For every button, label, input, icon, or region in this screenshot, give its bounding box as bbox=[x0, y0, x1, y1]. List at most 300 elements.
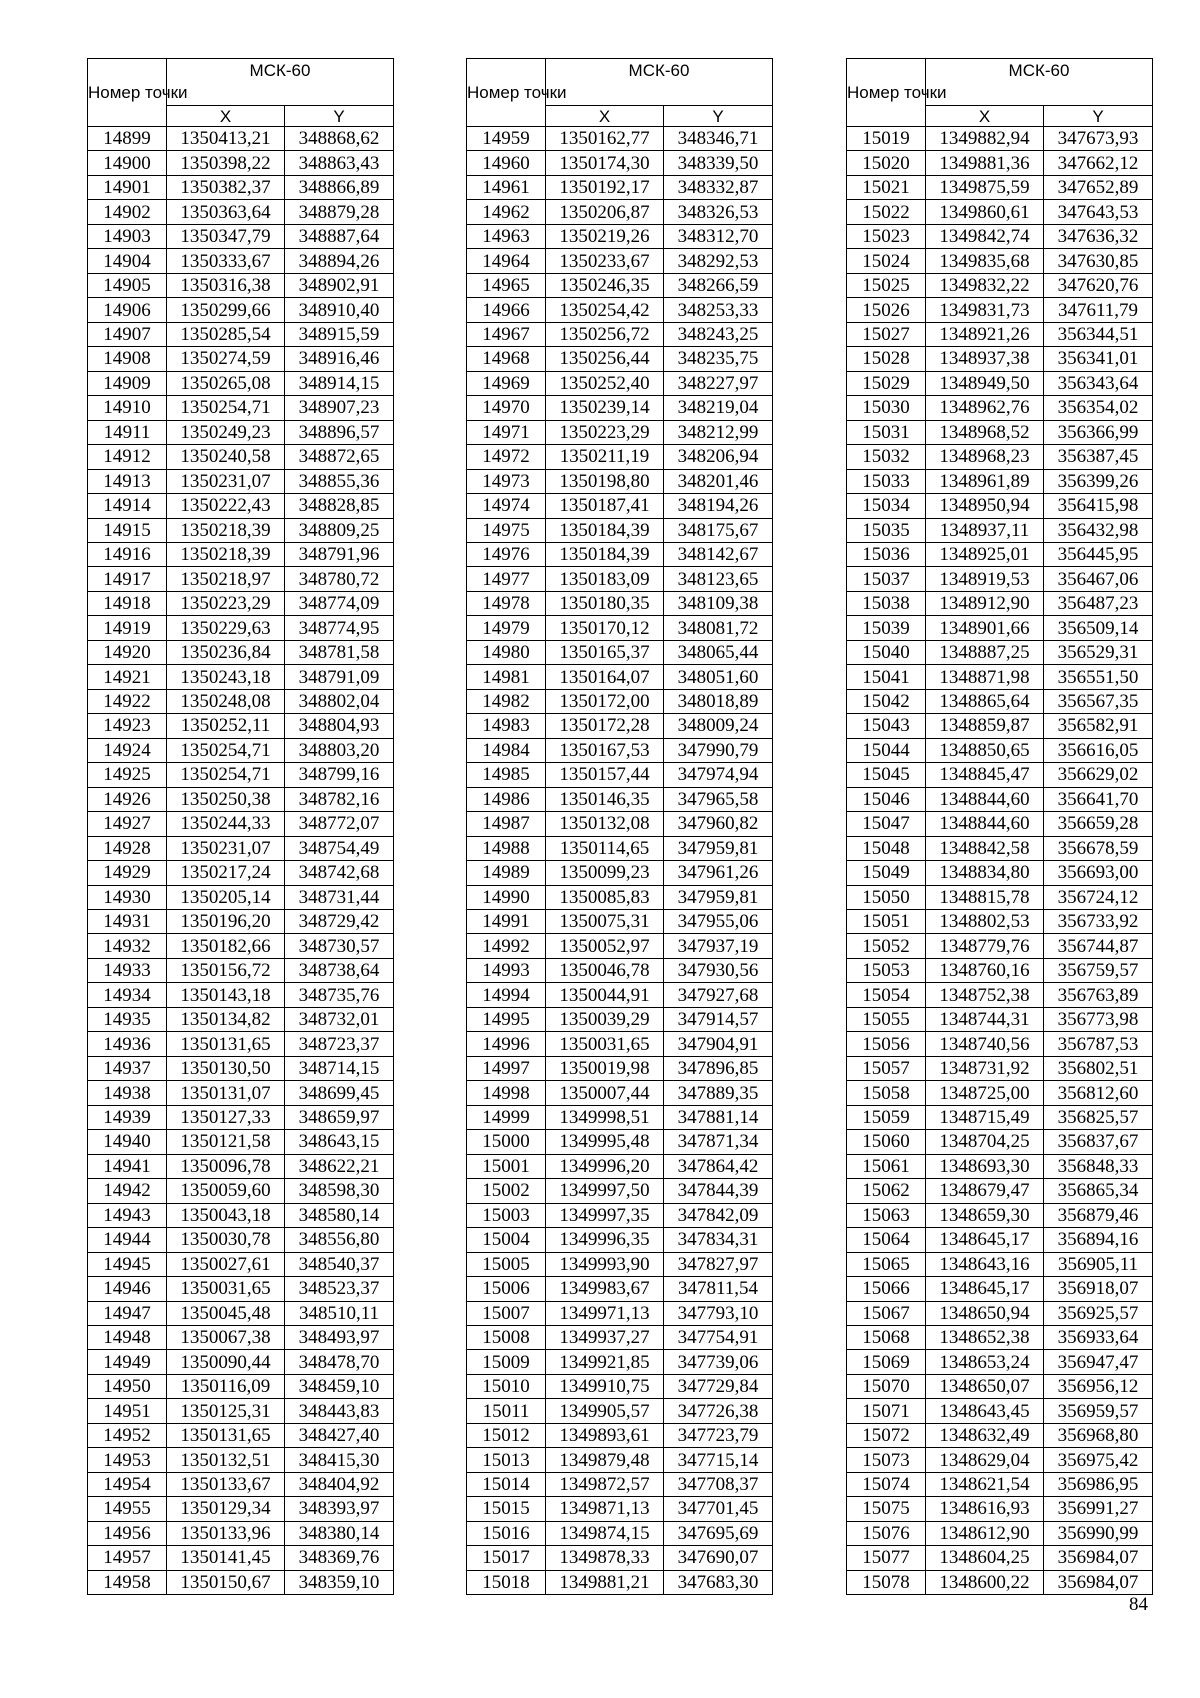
point-number-cell: 14948 bbox=[88, 1325, 167, 1349]
x-cell: 1350333,67 bbox=[167, 249, 285, 273]
table-row bbox=[467, 224, 773, 248]
point-number-cell: 15059 bbox=[847, 1105, 926, 1129]
y-cell: 356933,64 bbox=[1044, 1325, 1153, 1349]
x-cell: 1350229,63 bbox=[167, 616, 285, 640]
y-cell: 348774,95 bbox=[285, 616, 394, 640]
x-cell: 1350143,18 bbox=[167, 983, 285, 1007]
y-cell: 347881,14 bbox=[664, 1105, 773, 1129]
table-row bbox=[88, 1203, 394, 1227]
point-number-cell: 14996 bbox=[467, 1032, 546, 1056]
point-number-cell: 14931 bbox=[88, 910, 167, 934]
x-cell: 1349921,85 bbox=[546, 1350, 664, 1374]
table-row bbox=[88, 665, 394, 689]
point-number-cell: 15012 bbox=[467, 1423, 546, 1447]
point-number-cell: 15042 bbox=[847, 689, 926, 713]
y-cell: 356975,42 bbox=[1044, 1448, 1153, 1472]
table-row bbox=[847, 1203, 1153, 1227]
x-cell: 1350243,18 bbox=[167, 665, 285, 689]
y-cell: 348065,44 bbox=[664, 640, 773, 664]
x-cell: 1350133,96 bbox=[167, 1521, 285, 1545]
x-cell: 1348919,53 bbox=[926, 567, 1044, 591]
point-number-cell: 15023 bbox=[847, 224, 926, 248]
x-cell: 1348643,45 bbox=[926, 1399, 1044, 1423]
point-number-cell: 15076 bbox=[847, 1521, 926, 1545]
y-cell: 347959,81 bbox=[664, 885, 773, 909]
x-cell: 1348912,90 bbox=[926, 591, 1044, 615]
x-cell: 1349879,48 bbox=[546, 1448, 664, 1472]
x-cell: 1348645,17 bbox=[926, 1277, 1044, 1301]
x-cell: 1350075,31 bbox=[546, 910, 664, 934]
point-number-cell: 14905 bbox=[88, 273, 167, 297]
point-number-cell: 15020 bbox=[847, 151, 926, 175]
table-row bbox=[88, 494, 394, 518]
y-cell: 347904,91 bbox=[664, 1032, 773, 1056]
x-cell: 1350249,23 bbox=[167, 420, 285, 444]
table-row bbox=[847, 1277, 1153, 1301]
x-cell: 1349881,36 bbox=[926, 151, 1044, 175]
x-cell: 1348645,17 bbox=[926, 1228, 1044, 1252]
table-row bbox=[467, 151, 773, 175]
x-cell: 1349835,68 bbox=[926, 249, 1044, 273]
table-row bbox=[467, 200, 773, 224]
coordinate-system-header: МСК-60 bbox=[546, 59, 773, 106]
x-cell: 1348652,38 bbox=[926, 1325, 1044, 1349]
table-row bbox=[88, 1374, 394, 1398]
point-number-cell: 14952 bbox=[88, 1423, 167, 1447]
point-number-cell: 15028 bbox=[847, 347, 926, 371]
y-cell: 356354,02 bbox=[1044, 396, 1153, 420]
y-cell: 348782,16 bbox=[285, 787, 394, 811]
y-cell: 356956,12 bbox=[1044, 1374, 1153, 1398]
point-number-cell: 15036 bbox=[847, 542, 926, 566]
x-cell: 1350256,44 bbox=[546, 347, 664, 371]
y-cell: 348142,67 bbox=[664, 542, 773, 566]
x-cell: 1348715,49 bbox=[926, 1105, 1044, 1129]
table-row bbox=[847, 738, 1153, 762]
x-cell: 1350246,35 bbox=[546, 273, 664, 297]
y-cell: 347990,79 bbox=[664, 738, 773, 762]
point-number-cell: 14999 bbox=[467, 1105, 546, 1129]
x-cell: 1350039,29 bbox=[546, 1007, 664, 1031]
table-row bbox=[467, 1325, 773, 1349]
x-cell: 1348850,65 bbox=[926, 738, 1044, 762]
x-cell: 1350046,78 bbox=[546, 958, 664, 982]
table-row bbox=[847, 1472, 1153, 1496]
point-number-cell: 15057 bbox=[847, 1056, 926, 1080]
x-cell: 1350187,41 bbox=[546, 494, 664, 518]
table-row bbox=[847, 689, 1153, 713]
y-cell: 347896,85 bbox=[664, 1056, 773, 1080]
x-cell: 1350347,79 bbox=[167, 224, 285, 248]
y-cell: 348312,70 bbox=[664, 224, 773, 248]
x-cell: 1350031,65 bbox=[167, 1277, 285, 1301]
point-number-cell: 14908 bbox=[88, 347, 167, 371]
point-number-cell: 15077 bbox=[847, 1546, 926, 1570]
y-cell: 348380,14 bbox=[285, 1521, 394, 1545]
point-number-cell: 15004 bbox=[467, 1228, 546, 1252]
table-row bbox=[88, 861, 394, 885]
table-row bbox=[847, 249, 1153, 273]
point-number-cell: 14982 bbox=[467, 689, 546, 713]
x-cell: 1348815,78 bbox=[926, 885, 1044, 909]
y-cell: 348194,26 bbox=[664, 494, 773, 518]
point-number-cell: 14917 bbox=[88, 567, 167, 591]
table-row bbox=[467, 1252, 773, 1276]
x-cell: 1350129,34 bbox=[167, 1497, 285, 1521]
point-number-cell: 15038 bbox=[847, 591, 926, 615]
y-cell: 356986,95 bbox=[1044, 1472, 1153, 1496]
point-number-cell: 14968 bbox=[467, 347, 546, 371]
y-cell: 348622,21 bbox=[285, 1154, 394, 1178]
x-cell: 1349875,59 bbox=[926, 175, 1044, 199]
y-cell: 347834,31 bbox=[664, 1228, 773, 1252]
x-cell: 1350254,42 bbox=[546, 298, 664, 322]
table-row bbox=[467, 640, 773, 664]
x-cell: 1350157,44 bbox=[546, 763, 664, 787]
point-number-cell: 15044 bbox=[847, 738, 926, 762]
x-cell: 1350363,64 bbox=[167, 200, 285, 224]
y-cell: 356445,95 bbox=[1044, 542, 1153, 566]
y-cell: 348478,70 bbox=[285, 1350, 394, 1374]
y-cell: 347844,39 bbox=[664, 1179, 773, 1203]
point-number-cell: 15007 bbox=[467, 1301, 546, 1325]
table-row bbox=[467, 1179, 773, 1203]
x-cell: 1350141,45 bbox=[167, 1546, 285, 1570]
table-row bbox=[467, 1203, 773, 1227]
table-row bbox=[467, 714, 773, 738]
x-cell: 1348653,24 bbox=[926, 1350, 1044, 1374]
table-row bbox=[847, 371, 1153, 395]
table-row bbox=[467, 371, 773, 395]
x-cell: 1350131,65 bbox=[167, 1423, 285, 1447]
point-number-cell: 14955 bbox=[88, 1497, 167, 1521]
y-cell: 348219,04 bbox=[664, 396, 773, 420]
x-cell: 1348731,92 bbox=[926, 1056, 1044, 1080]
x-cell: 1350217,24 bbox=[167, 861, 285, 885]
y-cell: 356432,98 bbox=[1044, 518, 1153, 542]
point-number-cell: 14942 bbox=[88, 1179, 167, 1203]
point-number-cell: 14899 bbox=[88, 127, 167, 151]
x-header: X bbox=[167, 106, 285, 127]
x-cell: 1348604,25 bbox=[926, 1546, 1044, 1570]
table-row bbox=[88, 371, 394, 395]
point-number-cell: 15063 bbox=[847, 1203, 926, 1227]
table-row bbox=[467, 1154, 773, 1178]
y-cell: 348754,49 bbox=[285, 836, 394, 860]
table-row bbox=[467, 175, 773, 199]
table-row bbox=[467, 445, 773, 469]
y-cell: 348659,97 bbox=[285, 1105, 394, 1129]
table-row bbox=[88, 396, 394, 420]
point-number-cell: 15017 bbox=[467, 1546, 546, 1570]
point-number-cell: 15001 bbox=[467, 1154, 546, 1178]
table-row bbox=[467, 1277, 773, 1301]
x-cell: 1350233,67 bbox=[546, 249, 664, 273]
table-row bbox=[467, 420, 773, 444]
y-cell: 348443,83 bbox=[285, 1399, 394, 1423]
table-row bbox=[88, 518, 394, 542]
point-number-cell: 15039 bbox=[847, 616, 926, 640]
x-cell: 1349905,57 bbox=[546, 1399, 664, 1423]
y-cell: 348292,53 bbox=[664, 249, 773, 273]
point-number-cell: 14994 bbox=[467, 983, 546, 1007]
x-cell: 1350218,39 bbox=[167, 518, 285, 542]
y-header: Y bbox=[285, 106, 394, 127]
x-cell: 1349874,15 bbox=[546, 1521, 664, 1545]
point-number-cell: 14959 bbox=[467, 127, 546, 151]
x-cell: 1350174,30 bbox=[546, 151, 664, 175]
x-cell: 1348704,25 bbox=[926, 1130, 1044, 1154]
x-cell: 1348859,87 bbox=[926, 714, 1044, 738]
point-number-cell: 15049 bbox=[847, 861, 926, 885]
x-cell: 1350125,31 bbox=[167, 1399, 285, 1423]
y-cell: 347611,79 bbox=[1044, 298, 1153, 322]
x-cell: 1348612,90 bbox=[926, 1521, 1044, 1545]
point-number-cell: 15010 bbox=[467, 1374, 546, 1398]
point-number-cell: 14926 bbox=[88, 787, 167, 811]
x-cell: 1350382,37 bbox=[167, 175, 285, 199]
table-row bbox=[88, 1105, 394, 1129]
point-number-cell: 15008 bbox=[467, 1325, 546, 1349]
point-number-cell: 14943 bbox=[88, 1203, 167, 1227]
point-number-cell: 14960 bbox=[467, 151, 546, 175]
y-cell: 348732,01 bbox=[285, 1007, 394, 1031]
point-number-cell: 15067 bbox=[847, 1301, 926, 1325]
table-row bbox=[467, 1448, 773, 1472]
table-row bbox=[847, 1154, 1153, 1178]
point-number-cell: 14928 bbox=[88, 836, 167, 860]
x-cell: 1349872,57 bbox=[546, 1472, 664, 1496]
y-cell: 348828,85 bbox=[285, 494, 394, 518]
table-row bbox=[847, 542, 1153, 566]
table-row bbox=[88, 298, 394, 322]
table-row bbox=[847, 910, 1153, 934]
x-cell: 1350127,33 bbox=[167, 1105, 285, 1129]
x-cell: 1349983,67 bbox=[546, 1277, 664, 1301]
point-number-cell: 14916 bbox=[88, 542, 167, 566]
x-cell: 1348834,80 bbox=[926, 861, 1044, 885]
point-number-cell: 14911 bbox=[88, 420, 167, 444]
y-cell: 356865,34 bbox=[1044, 1179, 1153, 1203]
y-cell: 347643,53 bbox=[1044, 200, 1153, 224]
point-number-cell: 14957 bbox=[88, 1546, 167, 1570]
table-row bbox=[467, 249, 773, 273]
y-cell: 347974,94 bbox=[664, 763, 773, 787]
table-row bbox=[88, 812, 394, 836]
x-cell: 1348844,60 bbox=[926, 812, 1044, 836]
point-number-cell: 14933 bbox=[88, 958, 167, 982]
y-cell: 348804,93 bbox=[285, 714, 394, 738]
x-cell: 1350250,38 bbox=[167, 787, 285, 811]
x-cell: 1350222,43 bbox=[167, 494, 285, 518]
x-cell: 1350085,83 bbox=[546, 885, 664, 909]
x-cell: 1349878,33 bbox=[546, 1546, 664, 1570]
x-cell: 1350044,91 bbox=[546, 983, 664, 1007]
point-number-cell: 14924 bbox=[88, 738, 167, 762]
table-row bbox=[88, 322, 394, 346]
x-cell: 1350146,35 bbox=[546, 787, 664, 811]
table-row bbox=[88, 1130, 394, 1154]
table-row bbox=[467, 1301, 773, 1325]
x-cell: 1348679,47 bbox=[926, 1179, 1044, 1203]
y-cell: 356366,99 bbox=[1044, 420, 1153, 444]
x-cell: 1350254,71 bbox=[167, 763, 285, 787]
y-cell: 356724,12 bbox=[1044, 885, 1153, 909]
point-number-cell: 14993 bbox=[467, 958, 546, 982]
x-cell: 1350090,44 bbox=[167, 1350, 285, 1374]
y-cell: 356763,89 bbox=[1044, 983, 1153, 1007]
table-row bbox=[88, 910, 394, 934]
x-cell: 1348744,31 bbox=[926, 1007, 1044, 1031]
point-number-cell: 15030 bbox=[847, 396, 926, 420]
table-row bbox=[88, 249, 394, 273]
x-cell: 1349998,51 bbox=[546, 1105, 664, 1129]
table-row bbox=[847, 273, 1153, 297]
table-row bbox=[847, 591, 1153, 615]
x-cell: 1350170,12 bbox=[546, 616, 664, 640]
y-cell: 347726,38 bbox=[664, 1399, 773, 1423]
point-number-cell: 14949 bbox=[88, 1350, 167, 1374]
point-number-cell: 15002 bbox=[467, 1179, 546, 1203]
y-cell: 348201,46 bbox=[664, 469, 773, 493]
y-cell: 356905,11 bbox=[1044, 1252, 1153, 1276]
point-number-cell: 14901 bbox=[88, 175, 167, 199]
x-cell: 1350218,97 bbox=[167, 567, 285, 591]
table-row bbox=[467, 322, 773, 346]
x-cell: 1348693,30 bbox=[926, 1154, 1044, 1178]
table-row bbox=[467, 616, 773, 640]
y-cell: 348916,46 bbox=[285, 347, 394, 371]
table-row bbox=[88, 983, 394, 1007]
table-row bbox=[847, 494, 1153, 518]
x-cell: 1350167,53 bbox=[546, 738, 664, 762]
x-cell: 1350299,66 bbox=[167, 298, 285, 322]
x-cell: 1350132,51 bbox=[167, 1448, 285, 1472]
x-cell: 1348842,58 bbox=[926, 836, 1044, 860]
y-cell: 356991,27 bbox=[1044, 1497, 1153, 1521]
point-number-cell: 14927 bbox=[88, 812, 167, 836]
x-cell: 1350030,78 bbox=[167, 1228, 285, 1252]
point-number-cell: 15025 bbox=[847, 273, 926, 297]
x-cell: 1350165,37 bbox=[546, 640, 664, 664]
table-row bbox=[88, 763, 394, 787]
point-number-cell: 15058 bbox=[847, 1081, 926, 1105]
y-cell: 347739,06 bbox=[664, 1350, 773, 1374]
point-number-cell: 14975 bbox=[467, 518, 546, 542]
x-cell: 1350172,00 bbox=[546, 689, 664, 713]
x-cell: 1350031,65 bbox=[546, 1032, 664, 1056]
table-row bbox=[847, 640, 1153, 664]
x-cell: 1348845,47 bbox=[926, 763, 1044, 787]
point-number-cell: 15047 bbox=[847, 812, 926, 836]
point-number-cell: 15037 bbox=[847, 567, 926, 591]
point-number-cell: 14965 bbox=[467, 273, 546, 297]
x-cell: 1348600,22 bbox=[926, 1570, 1044, 1594]
y-cell: 347754,91 bbox=[664, 1325, 773, 1349]
y-cell: 356984,07 bbox=[1044, 1570, 1153, 1594]
x-cell: 1349831,73 bbox=[926, 298, 1044, 322]
y-cell: 356894,16 bbox=[1044, 1228, 1153, 1252]
table-row bbox=[847, 787, 1153, 811]
table-row bbox=[847, 298, 1153, 322]
x-cell: 1350043,18 bbox=[167, 1203, 285, 1227]
table-row bbox=[88, 1472, 394, 1496]
y-cell: 356733,92 bbox=[1044, 910, 1153, 934]
x-cell: 1350172,28 bbox=[546, 714, 664, 738]
y-cell: 348332,87 bbox=[664, 175, 773, 199]
x-cell: 1350274,59 bbox=[167, 347, 285, 371]
table-row bbox=[847, 175, 1153, 199]
x-cell: 1350285,54 bbox=[167, 322, 285, 346]
point-number-cell: 14912 bbox=[88, 445, 167, 469]
y-cell: 356787,53 bbox=[1044, 1032, 1153, 1056]
x-cell: 1348760,16 bbox=[926, 958, 1044, 982]
table-row bbox=[847, 1570, 1153, 1594]
table-row bbox=[88, 151, 394, 175]
x-cell: 1348937,38 bbox=[926, 347, 1044, 371]
point-number-cell: 14958 bbox=[88, 1570, 167, 1594]
y-cell: 348731,44 bbox=[285, 885, 394, 909]
x-cell: 1348887,25 bbox=[926, 640, 1044, 664]
y-cell: 356509,14 bbox=[1044, 616, 1153, 640]
x-cell: 1350184,39 bbox=[546, 518, 664, 542]
y-cell: 356387,45 bbox=[1044, 445, 1153, 469]
point-number-cell: 15052 bbox=[847, 934, 926, 958]
point-number-cell: 14984 bbox=[467, 738, 546, 762]
table-row bbox=[847, 1374, 1153, 1398]
point-number-header: Номер точки bbox=[847, 59, 926, 127]
point-number-cell: 14966 bbox=[467, 298, 546, 322]
x-cell: 1350164,07 bbox=[546, 665, 664, 689]
table-row bbox=[88, 738, 394, 762]
y-header: Y bbox=[664, 106, 773, 127]
x-cell: 1350206,87 bbox=[546, 200, 664, 224]
table-row bbox=[847, 812, 1153, 836]
x-header: X bbox=[926, 106, 1044, 127]
table-row bbox=[847, 1301, 1153, 1325]
y-cell: 348780,72 bbox=[285, 567, 394, 591]
y-cell: 356641,70 bbox=[1044, 787, 1153, 811]
table-row bbox=[88, 1252, 394, 1276]
x-cell: 1350219,26 bbox=[546, 224, 664, 248]
point-number-cell: 14970 bbox=[467, 396, 546, 420]
x-cell: 1350252,11 bbox=[167, 714, 285, 738]
table-row bbox=[467, 787, 773, 811]
coordinate-table-2 bbox=[466, 58, 773, 1595]
table-row bbox=[847, 1228, 1153, 1252]
point-number-cell: 14923 bbox=[88, 714, 167, 738]
table-row bbox=[847, 958, 1153, 982]
table-row bbox=[88, 1056, 394, 1080]
y-cell: 356744,87 bbox=[1044, 934, 1153, 958]
point-number-cell: 14921 bbox=[88, 665, 167, 689]
x-cell: 1348950,94 bbox=[926, 494, 1044, 518]
x-cell: 1350096,78 bbox=[167, 1154, 285, 1178]
point-number-cell: 14914 bbox=[88, 494, 167, 518]
point-number-cell: 15040 bbox=[847, 640, 926, 664]
y-cell: 348523,37 bbox=[285, 1277, 394, 1301]
y-cell: 347937,19 bbox=[664, 934, 773, 958]
point-number-cell: 14945 bbox=[88, 1252, 167, 1276]
y-cell: 356968,80 bbox=[1044, 1423, 1153, 1447]
y-cell: 356848,33 bbox=[1044, 1154, 1153, 1178]
table-row bbox=[88, 567, 394, 591]
point-number-cell: 15045 bbox=[847, 763, 926, 787]
y-cell: 348369,76 bbox=[285, 1546, 394, 1570]
table-row bbox=[847, 714, 1153, 738]
y-cell: 347630,85 bbox=[1044, 249, 1153, 273]
table-row bbox=[88, 1179, 394, 1203]
